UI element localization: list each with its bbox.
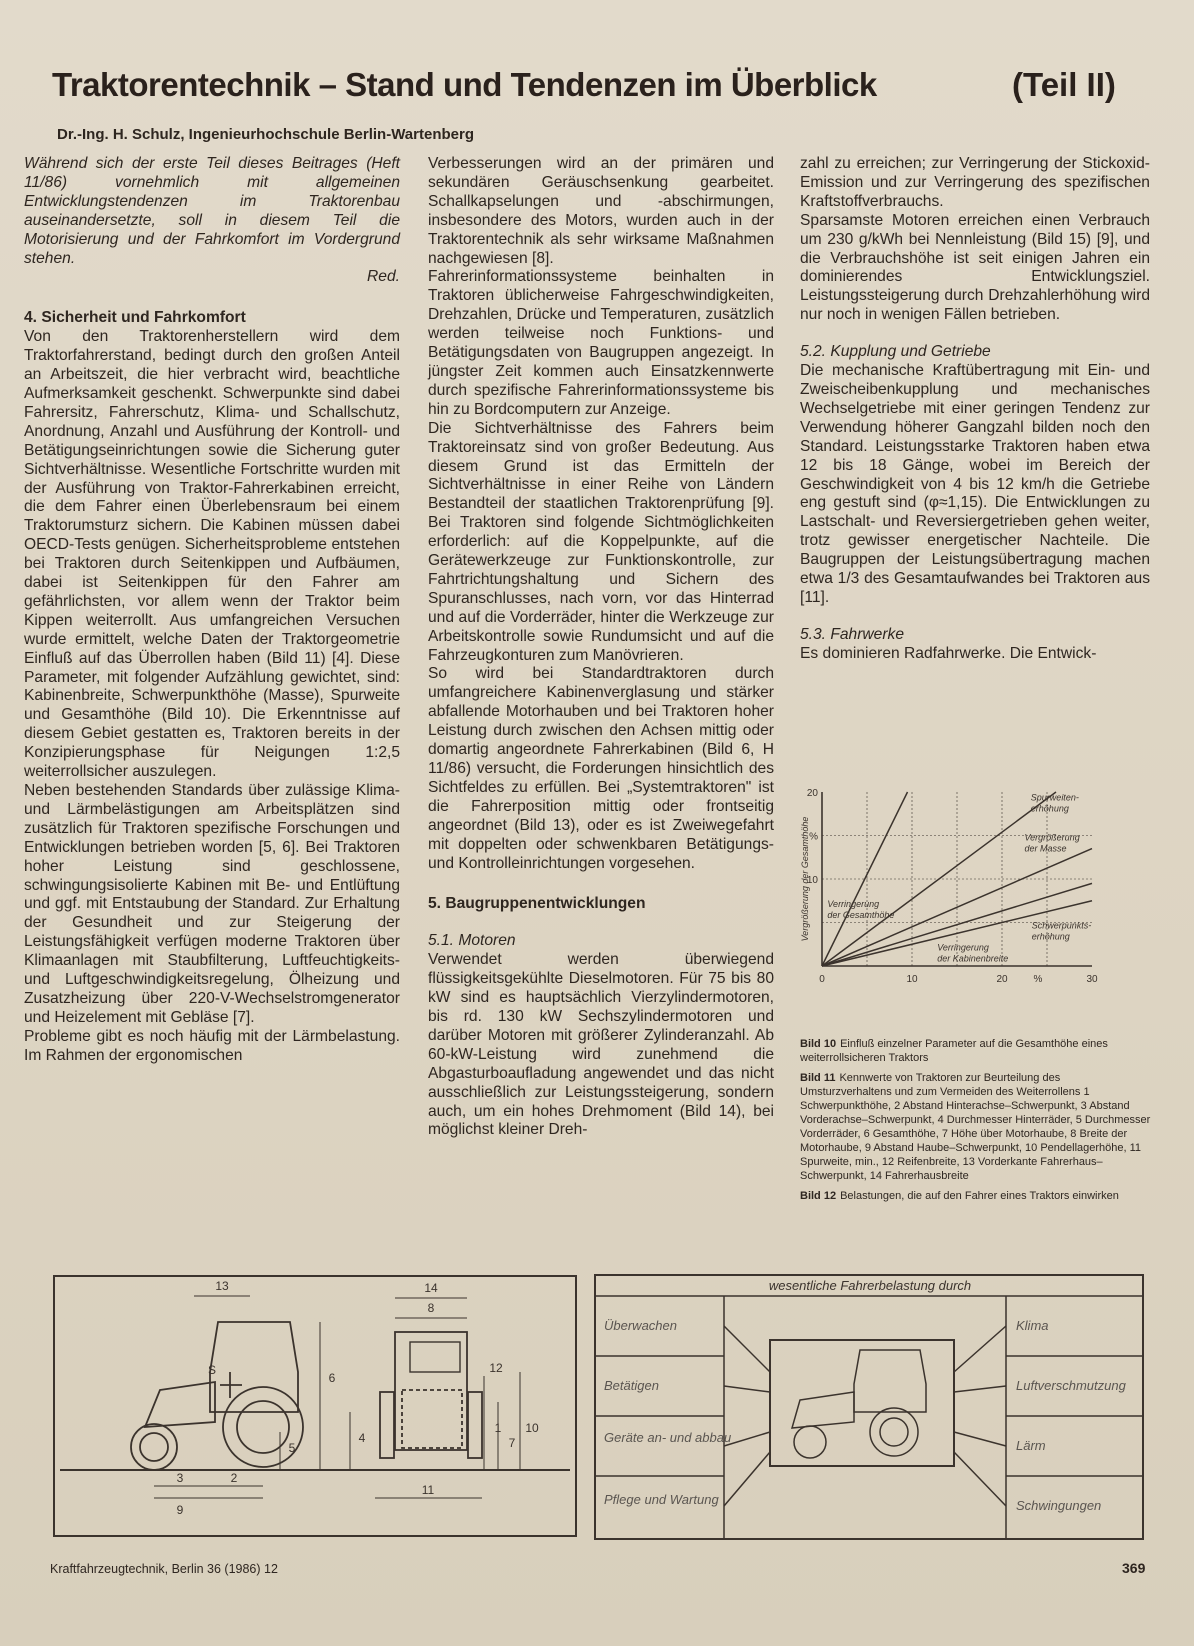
paragraph: Verbesserungen wird an der primären und sekundären Geräuschsenkung gearbeitet. Schallkapselungen und -abschirmungen, insbesondere des Motors, wurden auch in der Traktorentechnik als sehr wirksame Maßnahmen nachgewiesen [8]. bbox=[428, 155, 774, 267]
x-tick-label: 20 bbox=[996, 974, 1008, 985]
tractor-icon bbox=[854, 1350, 926, 1412]
page-number: 369 bbox=[1122, 1560, 1146, 1576]
dimension-label: 5 bbox=[288, 1441, 296, 1455]
y-tick-label: % bbox=[809, 831, 818, 843]
paragraph: zahl zu erreichen; zur Verringerung der Stickoxid-Emission und zur Verringerung des spezifischen Kraftstoffverbrauchs. bbox=[800, 155, 1150, 210]
load-factor-air-pollution: Luftverschmutzung bbox=[1016, 1378, 1126, 1393]
dimension-label: 8 bbox=[427, 1301, 435, 1315]
paragraph: Die Sichtverhältnisse des Fahrers beim Traktoreinsatz sind von großer Bedeutung. Aus diesem Grund ist das Ermitteln der Sichtverhältnisse in einer Reihe von Ländern Bestandteil der staatlichen Traktorenprüfung [9]. Bei Traktoren sind folgende Sichtmöglichkeiten erforderlich: auf die Koppelpunkte, auf die Gerätewerkzeuge zur Funktionskontrolle, zur Fahrtrichtungshaltung und Sichern des Spuranschlusses, nach vorn, vor das Hinterrad und auf die Vorderräder, hinter die Werkzeuge zur Arbeitskontrolle sowie Rundumsicht und auf die Fahrzeugkonturen zum Manövrieren. bbox=[428, 419, 774, 664]
paragraph: Es dominieren Radfahrwerke. Die Entwick- bbox=[800, 644, 1097, 662]
y-tick-label: 10 bbox=[806, 875, 818, 886]
paragraph: Die mechanische Kraftübertragung mit Ein- und Zweischeibenkupplung und mechanisches Wechselgetriebe mit einer geringen Tendenz zur Verwendung höherer Gangzahl bilden noch den Standard. Leistungsstarke Traktoren haben etwa 12 bis 18 Gänge, wobei im Bereich der Geschwindigkeit von 4 bis 12 km/h die Getriebe eng gestuft sind (φ≈1,15). Die Entwicklungen zu Lastschalt- und Reversiergetrieben gehen weiter, trotz gewisser energetischer Nachteile. Die Baugruppen der Leistungsübertragung machen etwa 1/3 des Gesamtaufwandes bei Traktoren aus [11]. bbox=[800, 362, 1150, 606]
article-title: Traktorentechnik – Stand und Tendenzen im Überblick bbox=[52, 66, 877, 103]
caption-bild-10: Bild 10 Einfluß einzelner Parameter auf die Gesamthöhe eines weiterrollsicheren Traktors bbox=[800, 1038, 1108, 1064]
load-source-monitoring: Überwachen bbox=[604, 1318, 677, 1333]
dimension-label: 10 bbox=[525, 1421, 539, 1435]
x-tick-label: 30 bbox=[1086, 974, 1098, 985]
y-axis-label: Vergrößerung der Gesamthöhe bbox=[800, 816, 810, 942]
caption-bild-12: Bild 12 Belastungen, die auf den Fahrer eines Traktors einwirken bbox=[800, 1190, 1119, 1202]
paragraph: Sparsamste Motoren erreichen einen Verbrauch um 230 g/kWh bei Nennleistung (Bild 15) [9], und die Verbrauchshöhe ist seit einigen Jahren ein dominierendes Entwicklungsziel. Leistungssteigerung durch Drehzahlerhöhung wird nur noch in wenigen Fällen betrieben. bbox=[800, 211, 1150, 324]
series-label: Spurweiten- bbox=[1030, 792, 1079, 803]
load-source-attaching: Geräte an- und abbau bbox=[604, 1430, 732, 1445]
figure-captions bbox=[800, 1037, 1152, 1209]
caption-bild-11: Bild 11 Kennwerte von Traktoren zur Beurteilung des Umsturzverhaltens und zum Vermeiden des Weiterrollens 1 Schwerpunkthöhe, 2 Abstand Hinterachse–Schwerpunkt, 3 Abstand Vorderachse–Schwerpunkt, 4 Durchmesser Hinterräder, 5 Durchmesser Vorderräder, 6 Gesamthöhe, 7 Höhe über Motorhaube, 8 Breite der Motorhaube, 9 Abstand Haube–Schwerpunkt, 10 Pendellagerhöhe, 11 Spurweite, min., 12 Reifenbreite, 13 Vorderkante Fahrerhaus–Schwerpunkt, 14 Fahrerhausbreite bbox=[800, 1072, 1151, 1182]
x-tick-label: 0 bbox=[819, 974, 825, 985]
dimension-label: 13 bbox=[215, 1279, 229, 1293]
paragraph: So wird bei Standardtraktoren durch umfangreichere Kabinenverglasung und stärker abfallende Motorhauben und bei Traktoren hoher Leistung durch zwischen den Achsen mittig oder domartig angeordnete Fahrerkabinen (Bild 6, H 11/86) versucht, die Forderungen hinsichtlich des Sichtfeldes zu erfüllen. Bei „Systemtraktoren" ist die Fahrerposition mittig oder frontseitig angeordnet (Bild 13), oder es ist Zweiwegefahrt mit doppelten oder schwenkbaren Betätigungs- und Kontrolleinrichtungen vorgesehen. bbox=[428, 665, 774, 872]
tractor-front-view bbox=[380, 1332, 482, 1458]
y-tick-label: 20 bbox=[806, 788, 818, 799]
editor-tag: Red. bbox=[367, 268, 400, 286]
paragraph: Neben bestehenden Standards über zulässige Klima- und Lärmbelästigungen am Arbeitsplätzen sind zusätzlich für Traktoren spezifische Forschungen und Entwicklungen betrieben worden [5, 6]. Bei Traktoren hoher Leistung sind geschlossene, schwingungsisolierte Kabinen mit Be- und Entlüftung und ggf. mit Entstaubung der Standard. Zur Erhaltung der Gesundheit und zur Steigerung der Leistungsfähigkeit verfügen moderne Traktoren über Klimaanlagen mit Staubfilterung, Luftfeuchtigkeits- und Luftgeschwindigkeitsregelung, Ölheizung und Zusatzheizung über 220-V-Wechselstromgenerator und Heizelement mit Gebläse [7]. bbox=[24, 782, 400, 1026]
series-label: der Masse bbox=[1024, 843, 1067, 854]
text-column-1 bbox=[24, 155, 400, 1066]
series-label: der Kabinenbreite bbox=[937, 953, 1009, 964]
load-source-maintenance: Pflege und Wartung bbox=[604, 1492, 719, 1507]
paragraph: Von den Traktorenherstellern wird dem Traktorfahrerstand, bedingt durch den großen Anteil an Arbeitszeit, die hier verbracht wird, beachtliche Aufmerksamkeit geschenkt. Schwerpunkte sind dabei Fahrersitz, Fahrerschutz, Klima- und Schallschutz, Anordnung, Anzahl und Ausführung der Kontroll- und Betätigungseinrichtungen sowie die Sicherung guter Sichtverhältnisse. Wesentliche Fortschritte wurden mit der Ausführung von Traktor-Fahrerkabinen erreicht, die dem Fahrer einen Überlebensraum bei einem Traktorumsturz sichern. Die Kabinen müssen dabei OECD-Tests genügen. Sicherheitsprobleme entstehen bei Traktoren durch Seitenkippen und Aufbäumen, dabei ist Seitenkippen für den Fahrer am gefährlichsten, vor allem wenn der Traktor beim Kippen weiterrollt. Aus umfangreichen Versuchen wurde ermittelt, welche Daten der Traktorgeometrie Einfluß auf das Überrollen haben (Bild 11) [4]. Diese Parameter, mit folgender Aufzählung gewichtet, sind: Kabinenbreite, Schwerpunkthöhe (Masse), Spurweite und Gesamthöhe (Bild 10). Die Erkenntnisse auf diesem Gebiet gestatten es, Traktoren bereits in der Konzipierungsphase für Neigungen 1:2,5 weiterrollsicher auszulegen. bbox=[24, 328, 400, 781]
figure-11-tractor-dimensions bbox=[50, 1272, 580, 1540]
dimension-label: 1 bbox=[494, 1421, 502, 1435]
figure-12-driver-loads bbox=[592, 1272, 1146, 1542]
dimension-label: 9 bbox=[176, 1503, 184, 1517]
paragraph: Probleme gibt es noch häufig mit der Lärmbelastung. Im Rahmen der ergonomischen bbox=[24, 1027, 400, 1064]
series-label: der Gesamthöhe bbox=[827, 909, 895, 920]
dimension-label: 2 bbox=[230, 1471, 238, 1485]
dimension-label: 12 bbox=[489, 1361, 503, 1375]
load-factor-vibration: Schwingungen bbox=[1016, 1498, 1102, 1513]
section-5-3-heading: 5.3. Fahrwerke bbox=[800, 625, 905, 643]
section-5-1-heading: 5.1. Motoren bbox=[428, 932, 516, 950]
lead-paragraph: Während sich der erste Teil dieses Beitrages (Heft 11/86) vornehmlich mit allgemeinen Entwicklungstendenzen im Traktorenbau auseinandersetzte, soll in diesem Teil die Motorisierung und der Fahrkomfort im Vordergrund stehen. Red. bbox=[24, 155, 400, 286]
journal-citation: Kraftfahrzeugtechnik, Berlin 36 (1986) 12 bbox=[50, 1562, 278, 1576]
article-part: (Teil II) bbox=[1012, 66, 1116, 103]
text-column-2 bbox=[428, 155, 774, 1140]
load-factor-noise: Lärm bbox=[1016, 1438, 1046, 1453]
section-5-heading: 5. Baugruppenentwicklungen bbox=[428, 895, 646, 913]
x-tick-label: 10 bbox=[906, 974, 918, 985]
series-label: Schwerpunkts- bbox=[1031, 920, 1092, 931]
dimension-label: 14 bbox=[424, 1281, 438, 1295]
text-column-3 bbox=[800, 155, 1150, 664]
section-5-2-heading: 5.2. Kupplung und Getriebe bbox=[800, 343, 991, 361]
series-label: Verringerung bbox=[937, 942, 989, 953]
dimension-label: 6 bbox=[328, 1371, 336, 1385]
tractor-side-view bbox=[131, 1322, 303, 1470]
paragraph: Verwendet werden überwiegend flüssigkeitsgekühlte Dieselmotoren. Für 75 bis 80 kW sind es hauptsächlich Vierzylindermotoren, bis rd. 130 kW Sechszylindermotoren und darüber Motoren mit größerer Zylinderanzahl. Ab 60-kW-Leistung wird zunehmend die Abgasturboaufladung angewendet und das nicht ausschließlich zur Leistungssteigerung, sondern auch, um ein hohes Drehmoment (Bild 14), bei möglichst kleiner Dreh- bbox=[428, 951, 774, 1139]
series-label: erhöhung bbox=[1030, 803, 1069, 814]
x-tick-label: % bbox=[1033, 974, 1043, 985]
author-line: Dr.-Ing. H. Schulz, Ingenieurhochschule Berlin-Wartenberg bbox=[57, 126, 474, 143]
dimension-label: 4 bbox=[358, 1431, 366, 1445]
dimension-label: 11 bbox=[421, 1483, 435, 1497]
load-factor-climate: Klima bbox=[1016, 1318, 1049, 1333]
dimension-label: 3 bbox=[176, 1471, 184, 1485]
series-label: Verringerung bbox=[827, 898, 880, 909]
paragraph: Fahrerinformationssysteme beinhalten in Traktoren üblicherweise Fahrgeschwindigkeiten, Drehzahlen, Drücke und Temperaturen, zusätzlich werden teilweise noch Funktions- und Betätigungsdaten von Baugruppen angezeigt. In jüngster Zeit kommen auch Einsatzkennwerte durch spezifische Fahrerinformationssysteme bis hin zu Bordcomputern zur Anzeige. bbox=[428, 268, 774, 418]
figure-10-chart bbox=[796, 782, 1152, 1016]
series-label: erhöhung bbox=[1031, 931, 1070, 942]
series-label: Vergrößerung bbox=[1024, 832, 1080, 843]
section-4-heading: 4. Sicherheit und Fahrkomfort bbox=[24, 309, 246, 327]
diagram-title: wesentliche Fahrerbelastung durch bbox=[768, 1278, 972, 1293]
load-source-operating: Betätigen bbox=[604, 1378, 659, 1393]
center-of-gravity-label: S bbox=[207, 1363, 217, 1377]
dimension-label: 7 bbox=[508, 1436, 516, 1450]
